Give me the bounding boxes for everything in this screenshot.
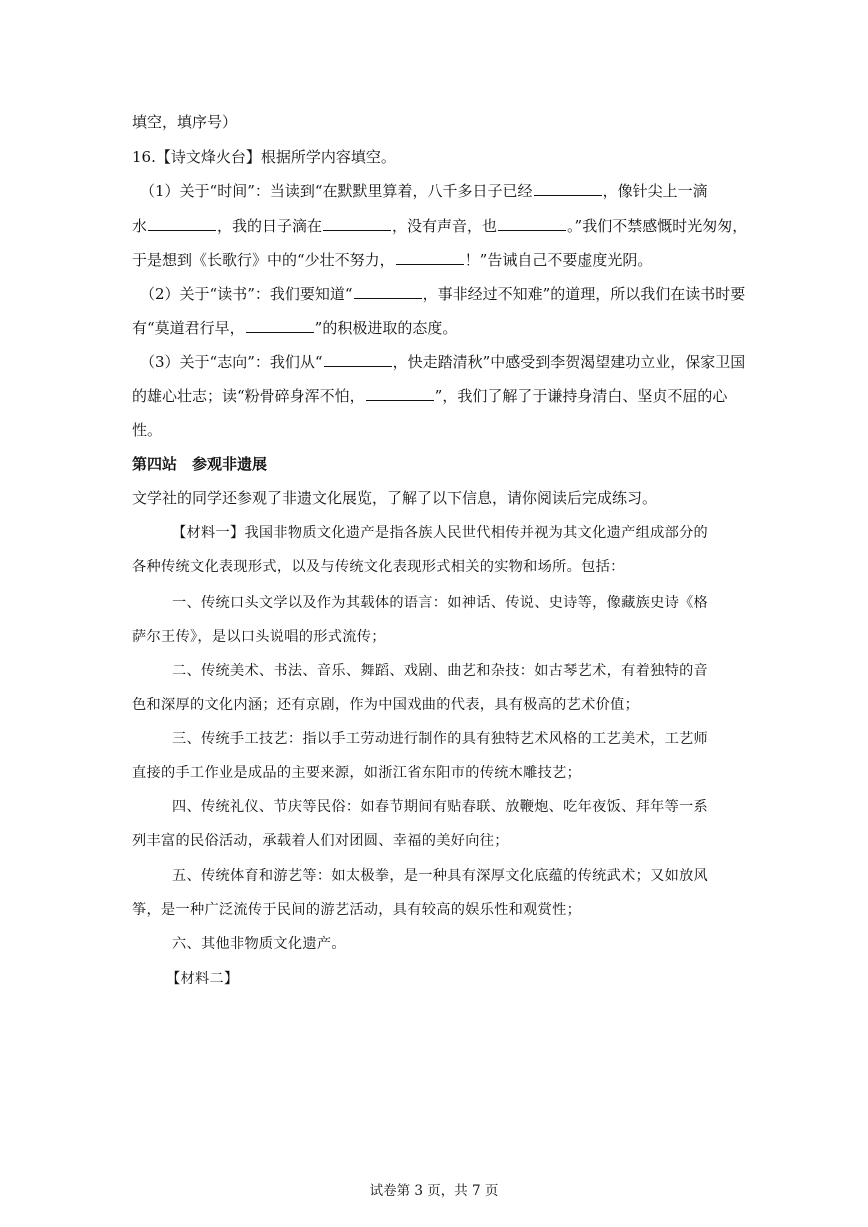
material1-line1: 【材料一】我国非物质文化遗产是指各族人民世代相传并视为其文化遗产组成部分的 [172,525,709,541]
material1-item5-line2: 筝，是一种广泛流传于民间的游艺活动，具有较高的娱乐性和观赏性； [132,902,582,918]
answer-blank[interactable] [534,181,602,196]
material1-item1-line1: 一、传统口头文学以及作为其载体的语言：如神话、传说、史诗等，像藏族史诗《格 [172,595,709,611]
answer-blank[interactable] [396,250,464,265]
material1-item3-line2: 直接的手工作业是成品的主要来源，如浙江省东阳市的传统木雕技艺； [132,765,582,781]
material1-item4-line2: 列丰富的民俗活动，承载着人们对团圆、幸福的美好向往； [132,833,509,849]
q16-part1-line3: 于是想到《长歌行》中的“少壮不努力， ！”告诫自己不要虚度光阴。 [132,251,653,269]
material1-item2-line2: 色和深厚的文化内涵；还有京剧，作为中国戏曲的代表，具有极高的艺术价值； [132,697,640,713]
q16-part3-line3: 性。 [132,421,163,439]
q16-part2-line1: （2）关于“读书”：我们要知道“ ，事非经过不知难”的道理，所以我们在读书时要 [140,285,746,303]
page-footer: 试卷第 3 页，共 7 页 [369,1183,499,1199]
material1-item5-line1: 五、传统体育和游艺等：如太极拳，是一种具有深厚文化底蕴的传统武术；又如放风 [172,868,709,884]
material2-title: 【材料二】 [166,971,239,987]
answer-blank[interactable] [148,216,216,231]
q16-part3-line2: 的雄心壮志；读“粉骨碎身浑不怕， ”，我们了解了于谦持身清白、坚贞不屈的心 [132,387,728,405]
material1-item1-line2: 萨尔王传》，是以口头说唱的形式流传； [132,629,386,645]
question-16-title: 16.【诗文烽火台】根据所学内容填空。 [132,148,396,166]
material1-item6: 六、其他非物质文化遗产。 [172,936,346,952]
section-title: 第四站 参观非遗展 [132,455,268,473]
material1-item3-line1: 三、传统手工技艺：指以手工劳动进行制作的具有独特艺术风格的工艺美术，工艺师 [172,731,709,747]
answer-blank[interactable] [354,284,422,299]
answer-blank[interactable] [498,216,566,231]
continuation-line: 填空，填序号） [132,113,238,131]
answer-blank[interactable] [324,352,392,367]
material1-line2: 各种传统文化表现形式，以及与传统文化表现形式相关的实物和场所。包括： [132,559,625,575]
q16-part2-line2: 有“莫道君行早， ”的积极进取的态度。 [132,319,458,337]
material1-item2-line1: 二、传统美术、书法、音乐、舞蹈、戏剧、曲艺和杂技：如古琴艺术，有着独特的音 [172,663,709,679]
answer-blank[interactable] [246,318,314,333]
q16-part1-line2: 水 ，我的日子滴在 ，没有声音，也 。”我们不禁感慨时光匆匆， [132,217,748,235]
answer-blank[interactable] [366,386,434,401]
section-intro: 文学社的同学还参观了非遗文化展览，了解了以下信息，请你阅读后完成练习。 [132,489,658,507]
q16-part1-line1: （1）关于“时间”：当读到“在默默里算着，八千多日子已经 ，像针尖上一滴 [140,182,708,200]
answer-blank[interactable] [323,216,391,231]
q16-part3-line1: （3）关于“志向”：我们从“ ，快走踏清秋”中感受到李贺渴望建功立业，保家卫国 [140,353,746,371]
material1-item4-line1: 四、传统礼仪、节庆等民俗：如春节期间有贴春联、放鞭炮、吃年夜饭、拜年等一系 [172,799,709,815]
